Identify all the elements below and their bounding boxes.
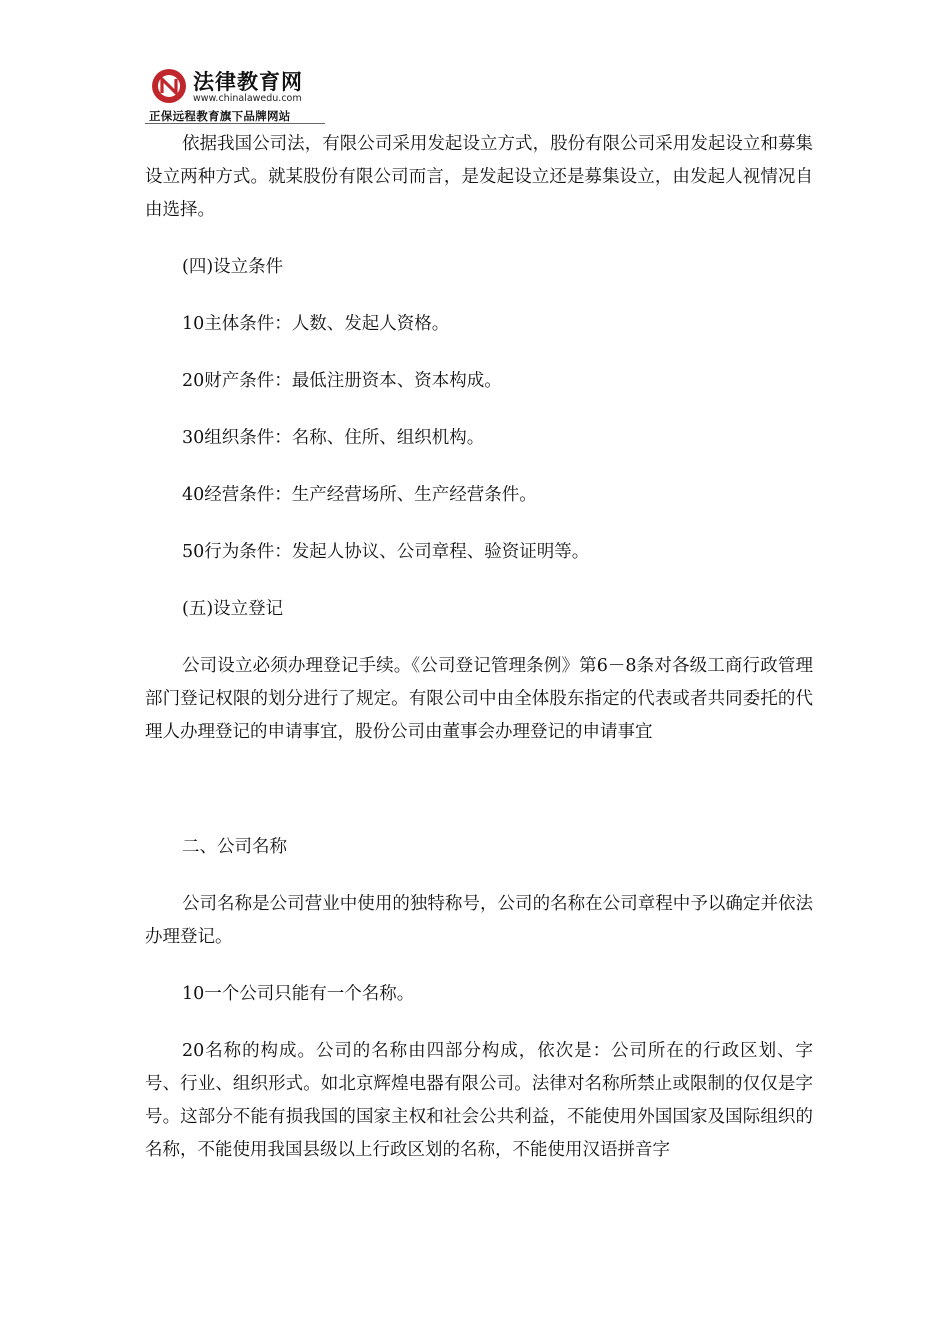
site-tagline: 正保远程教育旗下品牌网站	[149, 109, 291, 123]
heading-company-name: 二、公司名称	[182, 837, 287, 857]
list-item-property-conditions: 20财产条件：最低注册资本、资本构成。	[182, 371, 502, 391]
heading-establishment-registration: (五)设立登记	[182, 599, 284, 619]
paragraph-company-name-definition: 公司名称是公司营业中使用的独特称号，公司的名称在公司章程中予以确定并依法办理登记。	[145, 894, 813, 947]
list-item-business-conditions: 40经营条件：生产经营场所、生产经营条件。	[182, 485, 537, 505]
paragraph-establishment-methods: 依据我国公司法，有限公司采用发起设立方式，股份有限公司采用发起设立和募集设立两种方式。就某股份有限公司而言，是发起设立还是募集设立，由发起人视情况自由选择。	[145, 134, 813, 220]
logo-emblem-icon	[151, 68, 187, 104]
site-header	[145, 66, 325, 126]
list-item-behavior-conditions: 50行为条件：发起人协议、公司章程、验资证明等。	[182, 542, 590, 562]
list-item-single-name: 10一个公司只能有一个名称。	[182, 984, 415, 1004]
paragraph-registration-procedure: 公司设立必须办理登记手续。《公司登记管理条例》第6－8条对各级工商行政管理部门登记权限的划分进行了规定。有限公司中由全体股东指定的代表或者共同委托的代理人办理登记的申请事宜，股份公司由董事会办理登记的申请事宜	[145, 656, 813, 742]
list-item-name-composition: 20名称的构成。公司的名称由四部分构成，依次是：公司所在的行政区划、字号、行业、组织形式。如北京辉煌电器有限公司。法律对名称所禁止或限制的仅仅是字号。这部分不能有损我国的国家主权和社会公共利益，不能使用外国国家及国际组织的名称，不能使用我国县级以上行政区划的名称，不能使用汉语拼音字	[145, 1041, 813, 1160]
document-body	[145, 128, 813, 1167]
list-item-organization-conditions: 30组织条件：名称、住所、组织机构。	[182, 428, 485, 448]
site-name: 法律教育网	[193, 70, 303, 94]
heading-establishment-conditions: (四)设立条件	[182, 257, 284, 277]
list-item-subject-conditions: 10主体条件：人数、发起人资格。	[182, 314, 450, 334]
site-url: www.chinalawedu.com	[193, 93, 302, 104]
header-divider	[145, 123, 325, 124]
